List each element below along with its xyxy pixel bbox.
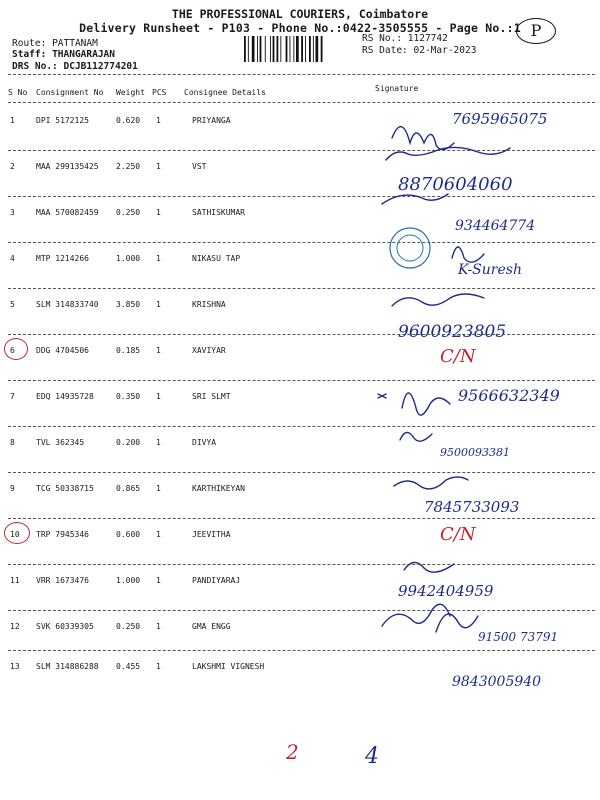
row-pcs: 1 [156,438,161,447]
row-sno: 13 [10,662,20,671]
row-consignment: MTP 1214266 [36,254,89,263]
col-signature: Signature [375,84,419,93]
handwritten-signatures [372,108,597,668]
col-sno: S No [8,88,28,97]
row-consignment: SVK 60339305 [36,622,94,631]
drs-line [12,61,138,72]
row-consignee: VST [192,162,207,171]
footer-mark-left: 2 [286,740,299,764]
route-value: PATTANAM [52,38,98,49]
row-signature: 91500 73791 [478,630,559,644]
row-consignment: TVL 362345 [36,438,85,447]
rs-no-label: RS No.: [362,33,403,44]
row-consignee: SRI SLMT [192,392,231,401]
row-consignment: MAA 299135425 [36,162,99,171]
staff-value: THANGARAJAN [52,49,115,60]
row-pcs: 1 [156,346,161,355]
drs-value: DCJB112774201 [63,61,138,72]
row-consignment: VRR 1673476 [36,576,89,585]
row-sno: 1 [10,116,15,125]
row-sno: 9 [10,484,15,493]
row-pcs: 1 [156,392,161,401]
row-consignment: DDG 4704506 [36,346,89,355]
rs-date-line [362,45,476,56]
col-weight: Weight [116,88,145,97]
row-signature: 9843005940 [452,674,542,690]
row-consignment: TRP 7945346 [36,530,89,539]
row-consignee: GMA ENGG [192,622,231,631]
row-pcs: 1 [156,662,161,671]
document-title: THE PROFESSIONAL COURIERS, Coimbatore [171,7,429,21]
row-consignment: MAA 570082459 [36,208,99,217]
row-sno: 3 [10,208,15,217]
row-sno: 10 [10,530,20,539]
row-sno: 8 [10,438,15,447]
red-pen-circle [4,522,30,544]
row-weight: 0.600 [116,530,141,539]
table-row [0,662,600,708]
staff-label: Staff: [12,49,47,60]
route-label: Route: [12,38,47,49]
row-weight: 0.620 [116,116,141,125]
row-sno: 2 [10,162,15,171]
drs-label: DRS No.: [12,61,58,72]
staff-line [12,49,115,60]
row-signature: 9500093381 [440,446,510,459]
row-sno: 6 [10,346,15,355]
col-pcs: PCS [152,88,167,97]
document-subtitle: Delivery Runsheet - P103 - Phone No.:0422-3505555 - Page No.:1 [79,21,521,35]
rs-date-value: 02-Mar-2023 [413,45,477,56]
row-sno: 12 [10,622,20,631]
row-consignee: SATHISKUMAR [192,208,245,217]
row-pcs: 1 [156,530,161,539]
row-sno: 4 [10,254,15,263]
red-pen-circle [4,338,28,360]
row-weight: 2.250 [116,162,141,171]
row-consignee: NIKASU TAP [192,254,241,263]
rs-date-label: RS Date: [362,45,408,56]
row-consignee: PANDIYARAJ [192,576,241,585]
row-consignee: XAVIYAR [192,346,226,355]
row-pcs: 1 [156,300,161,309]
col-consignment: Consignment No [36,88,104,97]
row-signature: 9566632349 [458,386,560,405]
row-consignee: PRIYANGA [192,116,231,125]
row-weight: 0.865 [116,484,141,493]
page-mark-circle: P [516,18,556,44]
row-consignee: KARTHIKEYAN [192,484,245,493]
row-signature: 9600923805 [398,322,507,342]
barcode [244,36,346,62]
row-signature: 9942404959 [398,582,494,600]
row-consignment: EDQ 14935728 [36,392,94,401]
row-pcs: 1 [156,116,161,125]
row-signature-cn: C/N [440,524,476,545]
row-weight: 0.200 [116,438,141,447]
row-pcs: 1 [156,622,161,631]
row-pcs: 1 [156,484,161,493]
row-signature-cn: C/N [440,346,476,367]
row-weight: 0.455 [116,662,141,671]
row-signature: 7845733093 [424,498,520,516]
row-signature: 934464774 [455,218,536,234]
rs-no-value: 1127742 [407,33,448,44]
row-consignee: JEEVITHA [192,530,231,539]
row-pcs: 1 [156,208,161,217]
row-pcs: 1 [156,162,161,171]
route-line [12,38,98,49]
header-divider-top [8,74,595,75]
row-weight: 3.850 [116,300,141,309]
header-divider-bottom [8,102,595,103]
row-sno: 5 [10,300,15,309]
row-weight: 0.250 [116,622,141,631]
row-weight: 1.000 [116,576,141,585]
row-pcs: 1 [156,576,161,585]
row-consignment: DPI 5172125 [36,116,89,125]
row-sno: 7 [10,392,15,401]
row-weight: 0.185 [116,346,141,355]
row-weight: 1.000 [116,254,141,263]
row-consignment: SLM 314833740 [36,300,99,309]
row-signature: 7695965075 [452,110,548,128]
row-consignee: LAKSHMI VIGNESH [192,662,265,671]
row-weight: 0.350 [116,392,141,401]
row-consignee: KRISHNA [192,300,226,309]
row-signature: 8870604060 [398,174,513,195]
row-pcs: 1 [156,254,161,263]
footer-mark-right: 4 [365,744,379,769]
row-signature: K-Suresh [458,262,522,278]
row-consignee: DIVYA [192,438,217,447]
col-consignee: Consignee Details [184,88,266,97]
row-sno: 11 [10,576,20,585]
row-weight: 0.250 [116,208,141,217]
row-consignment: SLM 314886288 [36,662,99,671]
row-consignment: TCG 50338715 [36,484,94,493]
rs-no-line [362,33,448,44]
